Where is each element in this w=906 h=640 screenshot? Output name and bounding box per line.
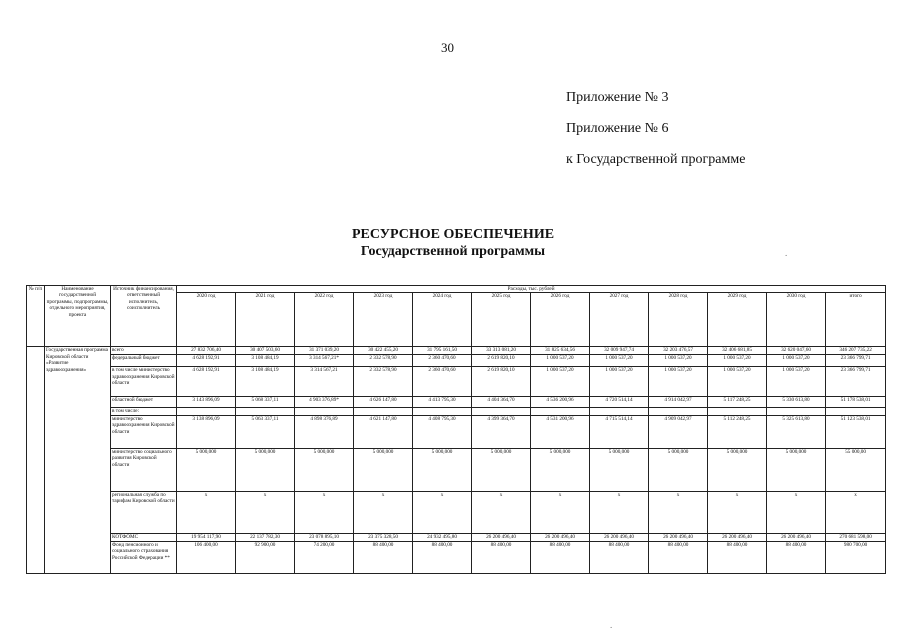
value-cell: 346 207 735,22 bbox=[826, 347, 886, 355]
value-cell: 4 909 042,97 bbox=[649, 415, 708, 448]
value-cell: 32 620 047,60 bbox=[767, 347, 826, 355]
source-cell: областной бюджет bbox=[111, 397, 177, 408]
source-cell: министерство социального развития Кировской области bbox=[111, 448, 177, 491]
table-row bbox=[27, 541, 886, 573]
value-cell: 5 000,000 bbox=[767, 448, 826, 491]
value-cell: 3 143 896,09 bbox=[177, 397, 236, 408]
document-title bbox=[0, 226, 906, 260]
value-cell: 5 325 613,80 bbox=[767, 415, 826, 448]
value-cell: х bbox=[531, 491, 590, 533]
value-cell: 32 009 947,74 bbox=[590, 347, 649, 355]
value-cell: 2 360 470,60 bbox=[413, 367, 472, 397]
value-cell: 980 700,00 bbox=[826, 541, 886, 573]
value-cell: 1 000 537,20 bbox=[590, 355, 649, 367]
value-cell: 1 000 537,20 bbox=[708, 367, 767, 397]
value-cell: х bbox=[708, 491, 767, 533]
value-cell: 5 000,000 bbox=[354, 448, 413, 491]
value-cell: 88 400,00 bbox=[590, 541, 649, 573]
value-cell: 88 400,00 bbox=[472, 541, 531, 573]
value-cell: х bbox=[295, 491, 354, 533]
value-cell: х bbox=[354, 491, 413, 533]
source-cell: федеральный бюджет bbox=[111, 355, 177, 367]
value-cell: 4 628 192,91 bbox=[177, 355, 236, 367]
value-cell: 4 903 376,89* bbox=[295, 397, 354, 408]
value-cell: 88 400,00 bbox=[531, 541, 590, 573]
value-cell: 31 825 634,56 bbox=[531, 347, 590, 355]
value-cell: 4 626 147,80 bbox=[354, 397, 413, 408]
value-cell: 22 137 782,30 bbox=[236, 533, 295, 541]
source-cell: министерство здравоохранения Кировской области bbox=[111, 415, 177, 448]
value-cell: 24 932 495,80 bbox=[413, 533, 472, 541]
value-cell: 1 000 537,20 bbox=[531, 367, 590, 397]
col-name-header: Наименование государственной программы, подпрограммы, отдельного мероприятия, проекта bbox=[45, 286, 111, 347]
year-header: 2030 год bbox=[767, 293, 826, 347]
value-cell: 26 200 496,40 bbox=[531, 533, 590, 541]
value-cell: 5 000,000 bbox=[531, 448, 590, 491]
value-cell: 55 000,00 bbox=[826, 448, 886, 491]
value-cell: 3 314 567,21* bbox=[295, 355, 354, 367]
value-cell: 30 407 503,60 bbox=[236, 347, 295, 355]
value-cell: 270 681 598,00 bbox=[826, 533, 886, 541]
value-cell: 4 536 200,96 bbox=[531, 397, 590, 408]
col-source-header: Источник финансирования, ответственный исполнитель, соисполнитель bbox=[111, 286, 177, 347]
value-cell: 26 200 496,40 bbox=[649, 533, 708, 541]
program-name-cell: Государственная программа Кировской области «Развитие здравоохранения» bbox=[45, 347, 111, 573]
value-cell: х bbox=[472, 491, 531, 533]
source-cell: Фонд пенсионного и социального страхования Российской Федерации ** bbox=[111, 541, 177, 573]
value-cell: 51 178 538,01 bbox=[826, 397, 886, 408]
value-cell: 5 000,000 bbox=[472, 448, 531, 491]
value-cell: 4 408 795,30 bbox=[413, 415, 472, 448]
value-cell: 5 000,000 bbox=[590, 448, 649, 491]
value-cell: 31 371 039,20 bbox=[295, 347, 354, 355]
table-row bbox=[27, 355, 886, 367]
value-cell: 32 406 681,85 bbox=[708, 347, 767, 355]
value-cell: 2 332 578,90 bbox=[354, 355, 413, 367]
value-cell: 5 000,000 bbox=[295, 448, 354, 491]
year-header: 2025 год bbox=[472, 293, 531, 347]
value-cell: 1 000 537,20 bbox=[767, 355, 826, 367]
value-cell: 33 313 081,20 bbox=[472, 347, 531, 355]
value-cell: 5 117 248,25 bbox=[708, 397, 767, 408]
title-line-1: РЕСУРСНОЕ ОБЕСПЕЧЕНИЕ bbox=[351, 227, 555, 242]
value-cell bbox=[177, 408, 236, 415]
source-cell: в том числе: bbox=[111, 408, 177, 415]
value-cell: 1 000 537,20 bbox=[649, 355, 708, 367]
value-cell: 1 000 537,20 bbox=[531, 355, 590, 367]
value-cell bbox=[767, 408, 826, 415]
value-cell: 4 898 376,89 bbox=[295, 415, 354, 448]
table-row bbox=[27, 367, 886, 397]
value-cell: 26 200 496,40 bbox=[708, 533, 767, 541]
value-cell: 5 000,000 bbox=[649, 448, 708, 491]
table-row bbox=[27, 415, 886, 448]
col-expenses-header: Расходы, тыс. рублей bbox=[177, 286, 886, 293]
table-row bbox=[27, 408, 886, 415]
value-cell: х bbox=[413, 491, 472, 533]
col-no-header: № п/п bbox=[27, 286, 45, 347]
table-row bbox=[27, 533, 886, 541]
table-row bbox=[27, 347, 886, 355]
resource-table bbox=[26, 285, 886, 574]
value-cell: 4 621 147,80 bbox=[354, 415, 413, 448]
value-cell: х bbox=[826, 491, 886, 533]
value-cell: 1 000 537,20 bbox=[649, 367, 708, 397]
value-cell: 5 000,000 bbox=[177, 448, 236, 491]
value-cell: 74 200,00 bbox=[295, 541, 354, 573]
value-cell: 5 000,000 bbox=[236, 448, 295, 491]
year-header: 2020 год bbox=[177, 293, 236, 347]
year-header: 2026 год bbox=[531, 293, 590, 347]
value-cell: 88 400,00 bbox=[649, 541, 708, 573]
value-cell: х bbox=[236, 491, 295, 533]
value-cell: 1 000 537,20 bbox=[708, 355, 767, 367]
value-cell: 4 914 042,97 bbox=[649, 397, 708, 408]
year-header: 2022 год bbox=[295, 293, 354, 347]
value-cell: 88 400,00 bbox=[767, 541, 826, 573]
value-cell: 3 108 484,19 bbox=[236, 355, 295, 367]
value-cell: 4 628 192,91 bbox=[177, 367, 236, 397]
value-cell: 3 108 484,19 bbox=[236, 367, 295, 397]
value-cell bbox=[531, 408, 590, 415]
value-cell: х bbox=[767, 491, 826, 533]
source-cell: региональная служба по тарифам Кировской области bbox=[111, 491, 177, 533]
value-cell: 88 400,00 bbox=[354, 541, 413, 573]
appendix-line-1: Приложение № 3 bbox=[566, 90, 669, 105]
value-cell: 26 200 496,40 bbox=[472, 533, 531, 541]
value-cell: 4 720 514,14 bbox=[590, 397, 649, 408]
value-cell: 106 400,00 bbox=[177, 541, 236, 573]
value-cell: 5 068 337,11 bbox=[236, 397, 295, 408]
value-cell: 3 314 567,21 bbox=[295, 367, 354, 397]
value-cell bbox=[354, 408, 413, 415]
value-cell: 23 366 799,71 bbox=[826, 355, 886, 367]
value-cell: 4 531 200,96 bbox=[531, 415, 590, 448]
value-cell: х bbox=[590, 491, 649, 533]
page-number: 30 bbox=[441, 40, 454, 55]
year-header: итого bbox=[826, 293, 886, 347]
value-cell: 88 400,00 bbox=[708, 541, 767, 573]
row-number-cell bbox=[27, 347, 45, 573]
value-cell: 92 900,00 bbox=[236, 541, 295, 573]
value-cell: 4 404 364,70 bbox=[472, 397, 531, 408]
value-cell: 2 360 470,60 bbox=[413, 355, 472, 367]
source-cell: в том числе министерство здравоохранения Кировской области bbox=[111, 367, 177, 397]
value-cell bbox=[708, 408, 767, 415]
year-header: 2021 год bbox=[236, 293, 295, 347]
value-cell: 5 000,000 bbox=[413, 448, 472, 491]
title-line-2: Государственной программы bbox=[360, 244, 546, 259]
value-cell: 3 138 896,09 bbox=[177, 415, 236, 448]
value-cell bbox=[472, 408, 531, 415]
value-cell: 19 954 117,90 bbox=[177, 533, 236, 541]
appendix-line-3: к Государственной программе bbox=[566, 152, 746, 167]
year-header: 2023 год bbox=[354, 293, 413, 347]
value-cell bbox=[649, 408, 708, 415]
value-cell: 4 413 795,30 bbox=[413, 397, 472, 408]
value-cell: 5 063 337,11 bbox=[236, 415, 295, 448]
year-header: 2028 год bbox=[649, 293, 708, 347]
value-cell: х bbox=[649, 491, 708, 533]
value-cell: 5 000,000 bbox=[708, 448, 767, 491]
year-header: 2024 год bbox=[413, 293, 472, 347]
year-header: 2029 год bbox=[708, 293, 767, 347]
value-cell: 30 422 455,20 bbox=[354, 347, 413, 355]
value-cell: 2 619 820,10 bbox=[472, 367, 531, 397]
table-row bbox=[27, 397, 886, 408]
appendix-line-2: Приложение № 6 bbox=[566, 121, 669, 136]
value-cell bbox=[295, 408, 354, 415]
value-cell: 32 203 476,57 bbox=[649, 347, 708, 355]
value-cell bbox=[826, 408, 886, 415]
value-cell: 1 000 537,20 bbox=[590, 367, 649, 397]
value-cell: 26 200 496,40 bbox=[767, 533, 826, 541]
value-cell: 27 832 706,40 bbox=[177, 347, 236, 355]
value-cell: 1 000 537,20 bbox=[767, 367, 826, 397]
value-cell: 23 366 799,71 bbox=[826, 367, 886, 397]
year-header: 2027 год bbox=[590, 293, 649, 347]
value-cell bbox=[236, 408, 295, 415]
value-cell: 2 332 578,90 bbox=[354, 367, 413, 397]
value-cell: 23 375 328,50 bbox=[354, 533, 413, 541]
value-cell: 51 123 538,01 bbox=[826, 415, 886, 448]
value-cell: 2 619 820,10 bbox=[472, 355, 531, 367]
value-cell: 23 078 895,10 bbox=[295, 533, 354, 541]
scan-mark: . bbox=[610, 620, 613, 630]
value-cell: х bbox=[177, 491, 236, 533]
table-row bbox=[27, 491, 886, 533]
source-cell: КОТФОМС bbox=[111, 533, 177, 541]
source-cell: всего bbox=[111, 347, 177, 355]
value-cell bbox=[590, 408, 649, 415]
value-cell: 5 330 613,80 bbox=[767, 397, 826, 408]
value-cell bbox=[413, 408, 472, 415]
scan-mark: . bbox=[785, 248, 788, 258]
value-cell: 5 112 248,25 bbox=[708, 415, 767, 448]
value-cell: 26 200 496,40 bbox=[590, 533, 649, 541]
value-cell: 31 795 161,50 bbox=[413, 347, 472, 355]
value-cell: 4 715 514,14 bbox=[590, 415, 649, 448]
header-row-1 bbox=[27, 286, 886, 293]
value-cell: 4 399 364,70 bbox=[472, 415, 531, 448]
value-cell: 88 400,00 bbox=[413, 541, 472, 573]
table-row bbox=[27, 448, 886, 491]
